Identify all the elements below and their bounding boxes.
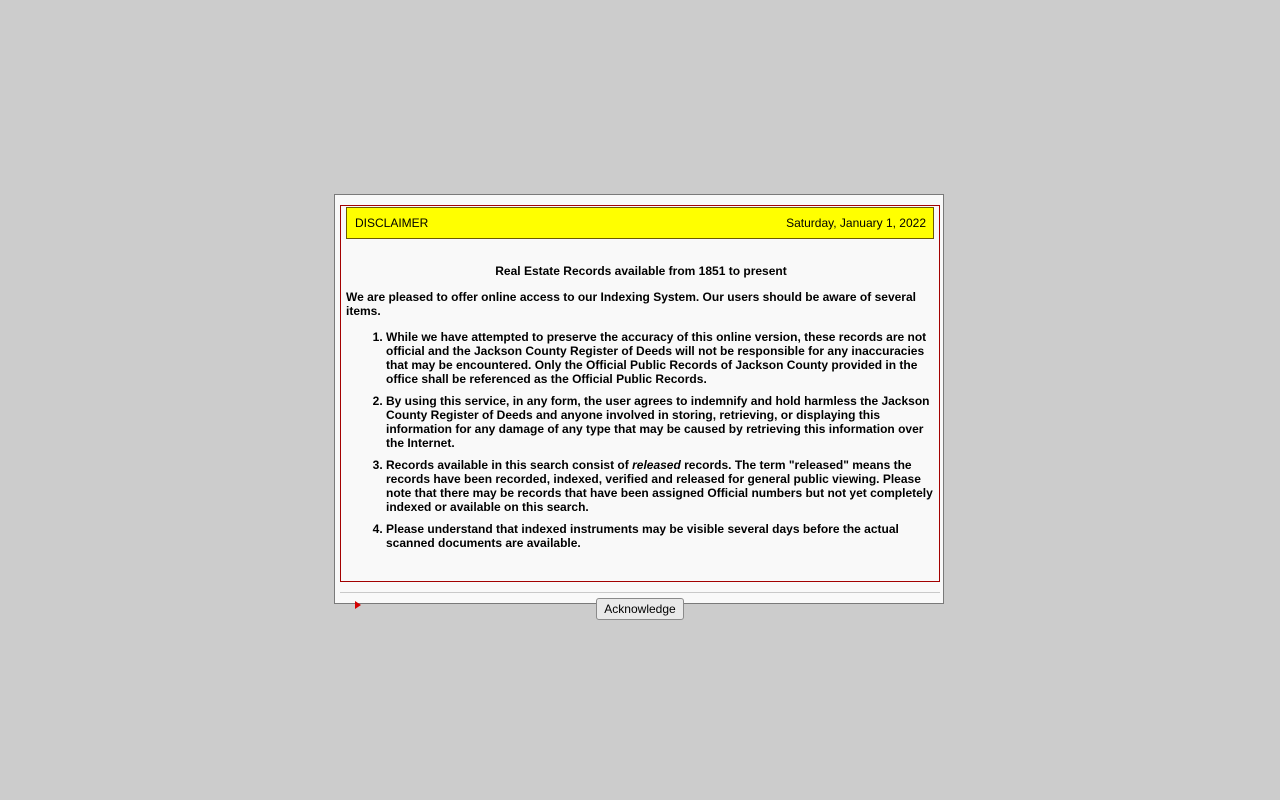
intro-text: We are pleased to offer online access to our Indexing System. Our users should be aware of several items. <box>346 290 916 318</box>
acknowledge-button[interactable]: Acknowledge <box>596 598 684 620</box>
disclaimer-item-2: 2. By using this service, in any form, the user agrees to indemnify and hold harmless the Jackson County Register of Deeds and anyone involved in storing, retrieving, or displaying this information for any damage of any type that may be caused by retrieving this information over the Internet. <box>386 394 936 450</box>
disclaimer-item-1: 1. While we have attempted to preserve the accuracy of this online version, these records are not official and the Jackson County Register of Deeds will not be responsible for any inaccuracies that may be encountered. Only the Official Public Records of Jackson County provided in the office shall be referenced as the Official Public Records. <box>386 330 936 386</box>
header-title: DISCLAIMER <box>355 216 429 230</box>
item-3-emphasis: released <box>632 458 681 472</box>
disclaimer-header <box>346 207 934 239</box>
arrow-right-icon <box>355 601 361 609</box>
disclaimer-item-4: 4. Please understand that indexed instruments may be visible several days before the actual scanned documents are available. <box>386 522 936 550</box>
disclaimer-item-3 <box>386 458 936 514</box>
disclaimer-items <box>346 330 936 550</box>
header-date: Saturday, January 1, 2022 <box>786 216 926 230</box>
disclaimer-frame <box>340 205 940 582</box>
disclaimer-content <box>346 264 936 558</box>
item-3-text-after: records. The term "released" means the records have been recorded, indexed, verified and released for general public viewing. Please note that there may be records that have been assigned Official numbers but not yet completely indexed or available on this search. <box>386 458 933 514</box>
item-3-text-before: Records available in this search consist of <box>386 458 633 472</box>
records-subtitle: Real Estate Records available from 1851 to present <box>495 264 787 278</box>
footer-divider <box>340 592 940 593</box>
disclaimer-dialog <box>334 194 944 616</box>
